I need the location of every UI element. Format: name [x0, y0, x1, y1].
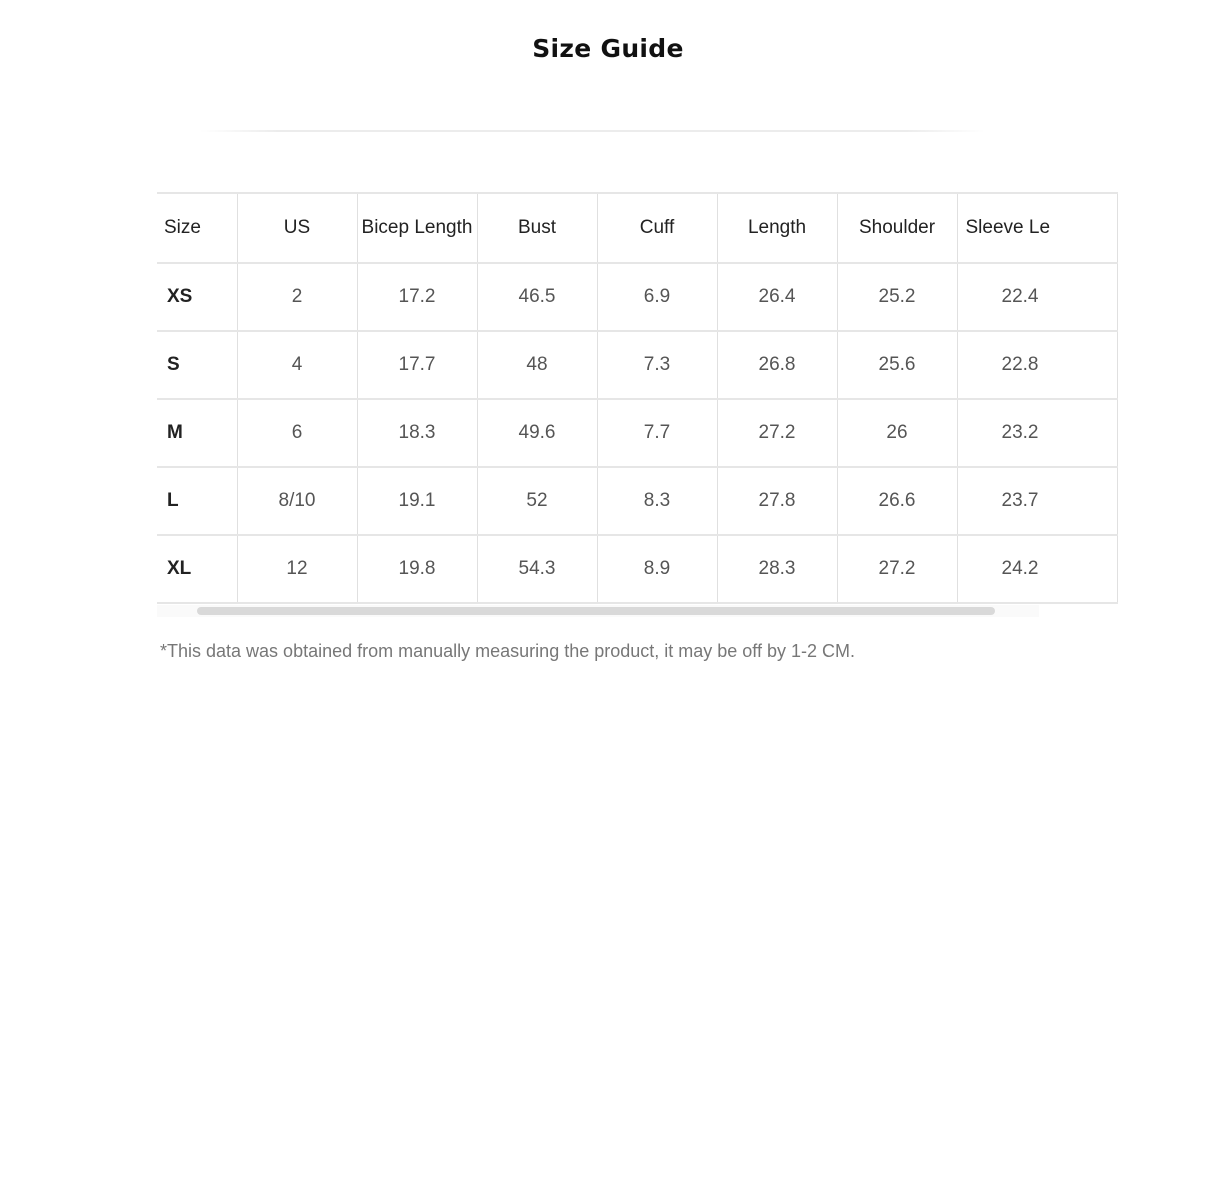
header-size: Size [157, 193, 237, 263]
cell-bicep-length: 18.3 [357, 399, 477, 467]
header-length: Length [717, 193, 837, 263]
cell-length: 26.8 [717, 331, 837, 399]
cell-us: 6 [237, 399, 357, 467]
cell-bicep-length: 17.7 [357, 331, 477, 399]
cell-sleeve-length: 22.8 [957, 331, 1117, 399]
cell-shoulder: 27.2 [837, 535, 957, 603]
cell-bust: 49.6 [477, 399, 597, 467]
header-shoulder: Shoulder [837, 193, 957, 263]
cell-us: 12 [237, 535, 357, 603]
table-row [157, 399, 1117, 467]
horizontal-scrollbar[interactable] [157, 605, 1039, 617]
cell-shoulder: 26.6 [837, 467, 957, 535]
cell-size: XS [157, 263, 237, 331]
cell-bicep-length: 19.1 [357, 467, 477, 535]
header-bust: Bust [477, 193, 597, 263]
footnote: *This data was obtained from manually measuring the product, it may be off by 1-2 CM. [160, 641, 856, 661]
size-table-viewport[interactable] [157, 192, 1051, 608]
cell-cuff: 7.3 [597, 331, 717, 399]
table-row [157, 331, 1117, 399]
header-bicep-length: Bicep Length [357, 193, 477, 263]
cell-bust: 52 [477, 467, 597, 535]
table-row [157, 263, 1117, 331]
cell-size: XL [157, 535, 237, 603]
cell-us: 2 [237, 263, 357, 331]
cell-us: 4 [237, 331, 357, 399]
cell-size: L [157, 467, 237, 535]
divider [200, 130, 985, 132]
cell-cuff: 7.7 [597, 399, 717, 467]
page-title: Size Guide [532, 34, 684, 63]
scrollbar-thumb[interactable] [197, 607, 995, 615]
cell-sleeve-length: 22.4 [957, 263, 1117, 331]
header-us: US [237, 193, 357, 263]
cell-length: 26.4 [717, 263, 837, 331]
cell-bust: 46.5 [477, 263, 597, 331]
header-sleeve-length: Sleeve Le [957, 193, 1117, 263]
cell-length: 28.3 [717, 535, 837, 603]
cell-bust: 54.3 [477, 535, 597, 603]
cell-bicep-length: 17.2 [357, 263, 477, 331]
cell-size: S [157, 331, 237, 399]
table-row [157, 535, 1117, 603]
cell-size: M [157, 399, 237, 467]
cell-bicep-length: 19.8 [357, 535, 477, 603]
cell-cuff: 8.3 [597, 467, 717, 535]
cell-shoulder: 26 [837, 399, 957, 467]
cell-cuff: 6.9 [597, 263, 717, 331]
header-cuff: Cuff [597, 193, 717, 263]
cell-length: 27.8 [717, 467, 837, 535]
cell-sleeve-length: 23.7 [957, 467, 1117, 535]
cell-cuff: 8.9 [597, 535, 717, 603]
cell-shoulder: 25.2 [837, 263, 957, 331]
cell-sleeve-length: 23.2 [957, 399, 1117, 467]
cell-sleeve-length: 24.2 [957, 535, 1117, 603]
cell-shoulder: 25.6 [837, 331, 957, 399]
cell-bust: 48 [477, 331, 597, 399]
cell-us: 8/10 [237, 467, 357, 535]
table-header-row [157, 193, 1117, 263]
cell-length: 27.2 [717, 399, 837, 467]
table-row [157, 467, 1117, 535]
size-table [157, 192, 1118, 604]
